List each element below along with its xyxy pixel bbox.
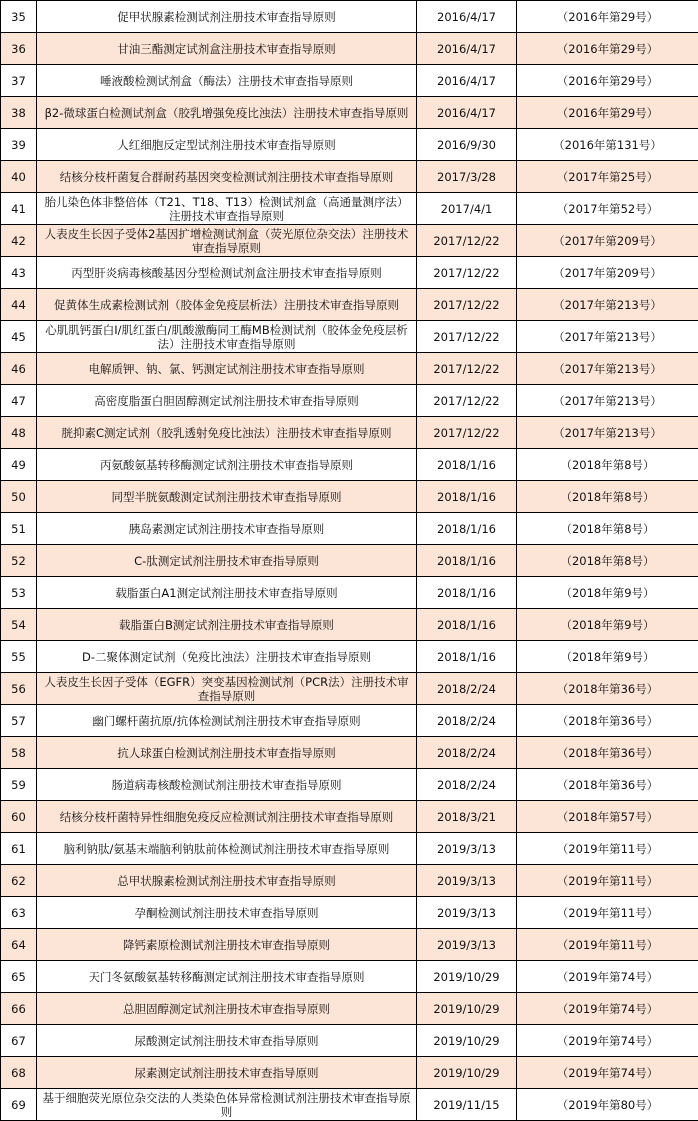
table-row (1, 257, 698, 289)
issue-date-cell: 2019/3/13 (417, 897, 517, 929)
table-row (1, 897, 698, 929)
notice-number-cell: （2019年第74号） (517, 1025, 698, 1057)
guideline-name-cell: 胰岛素测定试剂注册技术审查指导原则 (37, 513, 417, 545)
row-index-cell: 39 (1, 129, 37, 161)
table-row (1, 1089, 698, 1121)
row-index-cell: 46 (1, 353, 37, 385)
notice-number-cell: （2018年第8号） (517, 545, 698, 577)
row-index-cell: 40 (1, 161, 37, 193)
row-index-cell: 68 (1, 1057, 37, 1089)
table-row (1, 129, 698, 161)
guideline-name-cell: 脑利钠肽/氨基末端脑利钠肽前体检测试剂注册技术审查指导原则 (37, 833, 417, 865)
table-row (1, 1, 698, 33)
row-index-cell: 37 (1, 65, 37, 97)
issue-date-cell: 2016/4/17 (417, 65, 517, 97)
issue-date-cell: 2019/11/15 (417, 1089, 517, 1121)
notice-number-cell: （2017年第209号） (517, 225, 698, 257)
table-row (1, 289, 698, 321)
row-index-cell: 52 (1, 545, 37, 577)
guideline-name-cell: 人红细胞反定型试剂注册技术审查指导原则 (37, 129, 417, 161)
issue-date-cell: 2018/1/16 (417, 609, 517, 641)
guideline-name-cell: 人表皮生长因子受体（EGFR）突变基因检测试剂（PCR法）注册技术审查指导原则 (37, 673, 417, 705)
row-index-cell: 69 (1, 1089, 37, 1121)
issue-date-cell: 2017/12/22 (417, 353, 517, 385)
issue-date-cell: 2017/4/1 (417, 193, 517, 225)
issue-date-cell: 2016/9/30 (417, 129, 517, 161)
issue-date-cell: 2018/2/24 (417, 673, 517, 705)
row-index-cell: 49 (1, 449, 37, 481)
row-index-cell: 43 (1, 257, 37, 289)
issue-date-cell: 2018/2/24 (417, 769, 517, 801)
row-index-cell: 60 (1, 801, 37, 833)
issue-date-cell: 2018/2/24 (417, 705, 517, 737)
notice-number-cell: （2016年第29号） (517, 33, 698, 65)
notice-number-cell: （2018年第8号） (517, 481, 698, 513)
row-index-cell: 56 (1, 673, 37, 705)
notice-number-cell: （2018年第36号） (517, 673, 698, 705)
guideline-name-cell: 丙氨酸氨基转移酶测定试剂注册技术审查指导原则 (37, 449, 417, 481)
issue-date-cell: 2018/1/16 (417, 481, 517, 513)
row-index-cell: 55 (1, 641, 37, 673)
table-body (1, 1, 698, 1121)
table-row (1, 1057, 698, 1089)
row-index-cell: 66 (1, 993, 37, 1025)
issue-date-cell: 2017/12/22 (417, 257, 517, 289)
row-index-cell: 62 (1, 865, 37, 897)
notice-number-cell: （2019年第11号） (517, 897, 698, 929)
guideline-name-cell: 唾液酸检测试剂盒（酶法）注册技术审查指导原则 (37, 65, 417, 97)
guideline-name-cell: 电解质钾、钠、氯、钙测定试剂注册技术审查指导原则 (37, 353, 417, 385)
table-row (1, 801, 698, 833)
guideline-name-cell: 结核分枝杆菌复合群耐药基因突变检测试剂注册技术审查指导原则 (37, 161, 417, 193)
table-row (1, 161, 698, 193)
issue-date-cell: 2018/1/16 (417, 513, 517, 545)
table-row (1, 961, 698, 993)
table-row (1, 705, 698, 737)
notice-number-cell: （2017年第213号） (517, 385, 698, 417)
table-row (1, 1025, 698, 1057)
notice-number-cell: （2019年第80号） (517, 1089, 698, 1121)
notice-number-cell: （2016年第131号） (517, 129, 698, 161)
notice-number-cell: （2018年第8号） (517, 513, 698, 545)
guideline-name-cell: 降钙素原检测试剂注册技术审查指导原则 (37, 929, 417, 961)
notice-number-cell: （2018年第36号） (517, 705, 698, 737)
notice-number-cell: （2018年第9号） (517, 641, 698, 673)
table-row (1, 65, 698, 97)
guideline-name-cell: 载脂蛋白B测定试剂注册技术审查指导原则 (37, 609, 417, 641)
issue-date-cell: 2019/10/29 (417, 1025, 517, 1057)
row-index-cell: 48 (1, 417, 37, 449)
row-index-cell: 67 (1, 1025, 37, 1057)
issue-date-cell: 2017/12/22 (417, 289, 517, 321)
guideline-name-cell: 心肌肌钙蛋白I/肌红蛋白/肌酸激酶同工酶MB检测试剂（胶体金免疫层析法）注册技术审查指导原则 (37, 321, 417, 353)
row-index-cell: 61 (1, 833, 37, 865)
notice-number-cell: （2016年第29号） (517, 1, 698, 33)
issue-date-cell: 2016/4/17 (417, 33, 517, 65)
guideline-name-cell: 促甲状腺素检测试剂注册技术审查指导原则 (37, 1, 417, 33)
table-row (1, 353, 698, 385)
table-row (1, 193, 698, 225)
row-index-cell: 50 (1, 481, 37, 513)
notice-number-cell: （2016年第29号） (517, 65, 698, 97)
row-index-cell: 54 (1, 609, 37, 641)
issue-date-cell: 2018/1/16 (417, 449, 517, 481)
table-row (1, 417, 698, 449)
issue-date-cell: 2018/1/16 (417, 641, 517, 673)
notice-number-cell: （2017年第213号） (517, 289, 698, 321)
row-index-cell: 47 (1, 385, 37, 417)
guideline-name-cell: 同型半胱氨酸测定试剂注册技术审查指导原则 (37, 481, 417, 513)
table-row (1, 769, 698, 801)
notice-number-cell: （2017年第213号） (517, 321, 698, 353)
guideline-name-cell: 结核分枝杆菌特异性细胞免疫反应检测试剂注册技术审查指导原则 (37, 801, 417, 833)
notice-number-cell: （2018年第9号） (517, 577, 698, 609)
row-index-cell: 45 (1, 321, 37, 353)
row-index-cell: 64 (1, 929, 37, 961)
issue-date-cell: 2018/1/16 (417, 577, 517, 609)
guideline-name-cell: 人表皮生长因子受体2基因扩增检测试剂盒（荧光原位杂交法）注册技术审查指导原则 (37, 225, 417, 257)
notice-number-cell: （2018年第57号） (517, 801, 698, 833)
table-row (1, 577, 698, 609)
issue-date-cell: 2019/3/13 (417, 833, 517, 865)
row-index-cell: 63 (1, 897, 37, 929)
guideline-name-cell: 孕酮检测试剂注册技术审查指导原则 (37, 897, 417, 929)
guideline-name-cell: 总甲状腺素检测试剂注册技术审查指导原则 (37, 865, 417, 897)
guideline-name-cell: 尿酸测定试剂注册技术审查指导原则 (37, 1025, 417, 1057)
guideline-name-cell: 基于细胞荧光原位杂交法的人类染色体异常检测试剂注册技术审查指导原则 (37, 1089, 417, 1121)
table-row (1, 993, 698, 1025)
table-row (1, 97, 698, 129)
notice-number-cell: （2019年第11号） (517, 865, 698, 897)
notice-number-cell: （2019年第74号） (517, 1057, 698, 1089)
guideline-name-cell: 丙型肝炎病毒核酸基因分型检测试剂盒注册技术审查指导原则 (37, 257, 417, 289)
issue-date-cell: 2019/3/13 (417, 865, 517, 897)
notice-number-cell: （2019年第74号） (517, 961, 698, 993)
notice-number-cell: （2018年第36号） (517, 769, 698, 801)
guideline-name-cell: 肠道病毒核酸检测试剂注册技术审查指导原则 (37, 769, 417, 801)
table-row (1, 321, 698, 353)
guideline-name-cell: 甘油三酯测定试剂盒注册技术审查指导原则 (37, 33, 417, 65)
row-index-cell: 53 (1, 577, 37, 609)
table-row (1, 449, 698, 481)
issue-date-cell: 2019/10/29 (417, 993, 517, 1025)
notice-number-cell: （2017年第213号） (517, 417, 698, 449)
issue-date-cell: 2016/4/17 (417, 97, 517, 129)
row-index-cell: 51 (1, 513, 37, 545)
issue-date-cell: 2018/1/16 (417, 545, 517, 577)
table-row (1, 225, 698, 257)
guideline-name-cell: 天门冬氨酸氨基转移酶测定试剂注册技术审查指导原则 (37, 961, 417, 993)
guideline-name-cell: D-二聚体测定试剂（免疫比浊法）注册技术审查指导原则 (37, 641, 417, 673)
issue-date-cell: 2017/3/28 (417, 161, 517, 193)
guideline-name-cell: 胎儿染色体非整倍体（T21、T18、T13）检测试剂盒（高通量测序法）注册技术审查指导原则 (37, 193, 417, 225)
guideline-name-cell: 幽门螺杆菌抗原/抗体检测试剂注册技术审查指导原则 (37, 705, 417, 737)
row-index-cell: 59 (1, 769, 37, 801)
guideline-name-cell: 促黄体生成素检测试剂（胶体金免疫层析法）注册技术审查指导原则 (37, 289, 417, 321)
table-row (1, 673, 698, 705)
row-index-cell: 57 (1, 705, 37, 737)
guideline-name-cell: 胱抑素C测定试剂（胶乳透射免疫比浊法）注册技术审查指导原则 (37, 417, 417, 449)
issue-date-cell: 2017/12/22 (417, 417, 517, 449)
issue-date-cell: 2017/12/22 (417, 225, 517, 257)
row-index-cell: 42 (1, 225, 37, 257)
notice-number-cell: （2018年第9号） (517, 609, 698, 641)
notice-number-cell: （2018年第36号） (517, 737, 698, 769)
guideline-name-cell: C-肽测定试剂注册技术审查指导原则 (37, 545, 417, 577)
issue-date-cell: 2019/10/29 (417, 1057, 517, 1089)
row-index-cell: 38 (1, 97, 37, 129)
guideline-name-cell: 尿素测定试剂注册技术审查指导原则 (37, 1057, 417, 1089)
table-row (1, 481, 698, 513)
notice-number-cell: （2017年第25号） (517, 161, 698, 193)
table-row (1, 641, 698, 673)
issue-date-cell: 2016/4/17 (417, 1, 517, 33)
notice-number-cell: （2017年第52号） (517, 193, 698, 225)
issue-date-cell: 2017/12/22 (417, 385, 517, 417)
issue-date-cell: 2019/10/29 (417, 961, 517, 993)
guideline-name-cell: 载脂蛋白A1测定试剂注册技术审查指导原则 (37, 577, 417, 609)
issue-date-cell: 2018/3/21 (417, 801, 517, 833)
table-row (1, 737, 698, 769)
guideline-name-cell: 高密度脂蛋白胆固醇测定试剂注册技术审查指导原则 (37, 385, 417, 417)
table-row (1, 385, 698, 417)
issue-date-cell: 2018/2/24 (417, 737, 517, 769)
row-index-cell: 36 (1, 33, 37, 65)
notice-number-cell: （2016年第29号） (517, 97, 698, 129)
issue-date-cell: 2019/3/13 (417, 929, 517, 961)
guideline-name-cell: 总胆固醇测定试剂注册技术审查指导原则 (37, 993, 417, 1025)
notice-number-cell: （2019年第74号） (517, 993, 698, 1025)
table-row (1, 609, 698, 641)
issue-date-cell: 2017/12/22 (417, 321, 517, 353)
notice-number-cell: （2017年第209号） (517, 257, 698, 289)
notice-number-cell: （2019年第11号） (517, 929, 698, 961)
row-index-cell: 44 (1, 289, 37, 321)
row-index-cell: 41 (1, 193, 37, 225)
row-index-cell: 65 (1, 961, 37, 993)
notice-number-cell: （2019年第11号） (517, 833, 698, 865)
notice-number-cell: （2018年第8号） (517, 449, 698, 481)
table-row (1, 33, 698, 65)
table-row (1, 865, 698, 897)
table-row (1, 833, 698, 865)
table-row (1, 513, 698, 545)
row-index-cell: 58 (1, 737, 37, 769)
guideline-name-cell: 抗人球蛋白检测试剂注册技术审查指导原则 (37, 737, 417, 769)
guideline-name-cell: β2-微球蛋白检测试剂盒（胶乳增强免疫比浊法）注册技术审查指导原则 (37, 97, 417, 129)
table-row (1, 545, 698, 577)
row-index-cell: 35 (1, 1, 37, 33)
notice-number-cell: （2017年第213号） (517, 353, 698, 385)
table-row (1, 929, 698, 961)
